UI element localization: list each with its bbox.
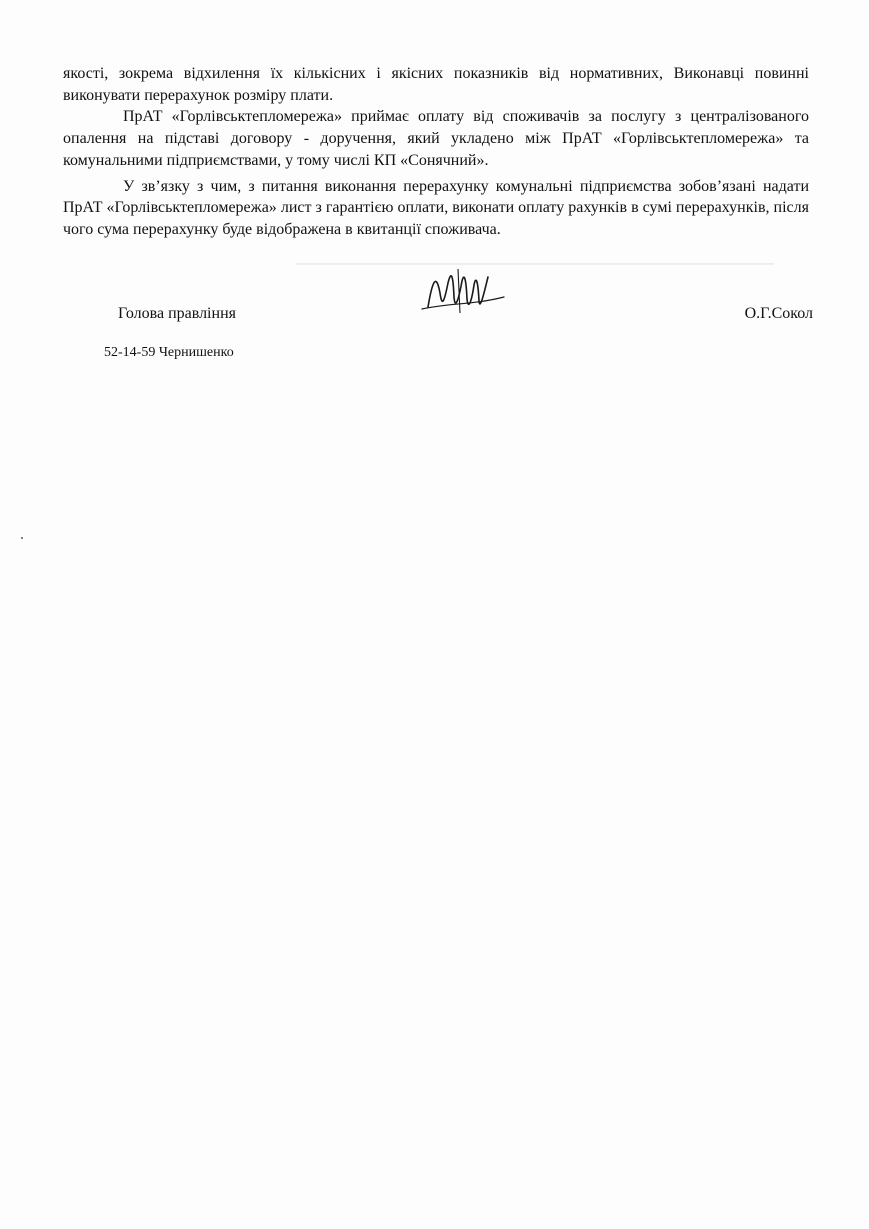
signatory-title: Голова правління — [118, 305, 236, 322]
signature-block — [118, 305, 818, 329]
bleed-through-header — [180, 22, 630, 39]
contact-line: 52-14-59 Чернишенко — [104, 345, 234, 360]
paragraph-1: якості, зокрема відхилення їх кількісних і якісних показників від нормативних, Виконавці повинні виконувати перерахунок розміру плати. — [63, 65, 809, 104]
bleed-through-text: ────────────────────────────────────────────────── — [295, 256, 774, 271]
paragraph-2: ПрАТ «Горлівськтепломережа» приймає оплату від споживачів за послугу з централізованого опалення на підставі договору - доручення, який укладено між ПрАТ «Горлівськтепломережа» та комунальними підприємствами, у тому числі КП «Сонячний». — [63, 108, 809, 169]
scan-speck — [21, 537, 23, 539]
letter-body — [63, 63, 809, 241]
signatory-name: О.Г.Сокол — [744, 305, 813, 322]
paragraph-3: У зв’язку з чим, з питання виконання перерахунку комунальні підприємства зобов’язані надати ПрАТ «Горлівськтепломережа» лист з гарантією оплати, виконати оплату рахунків в сумі перерахунків, після чого сума перерахунку буде відображена в квитанції споживача. — [63, 177, 809, 238]
